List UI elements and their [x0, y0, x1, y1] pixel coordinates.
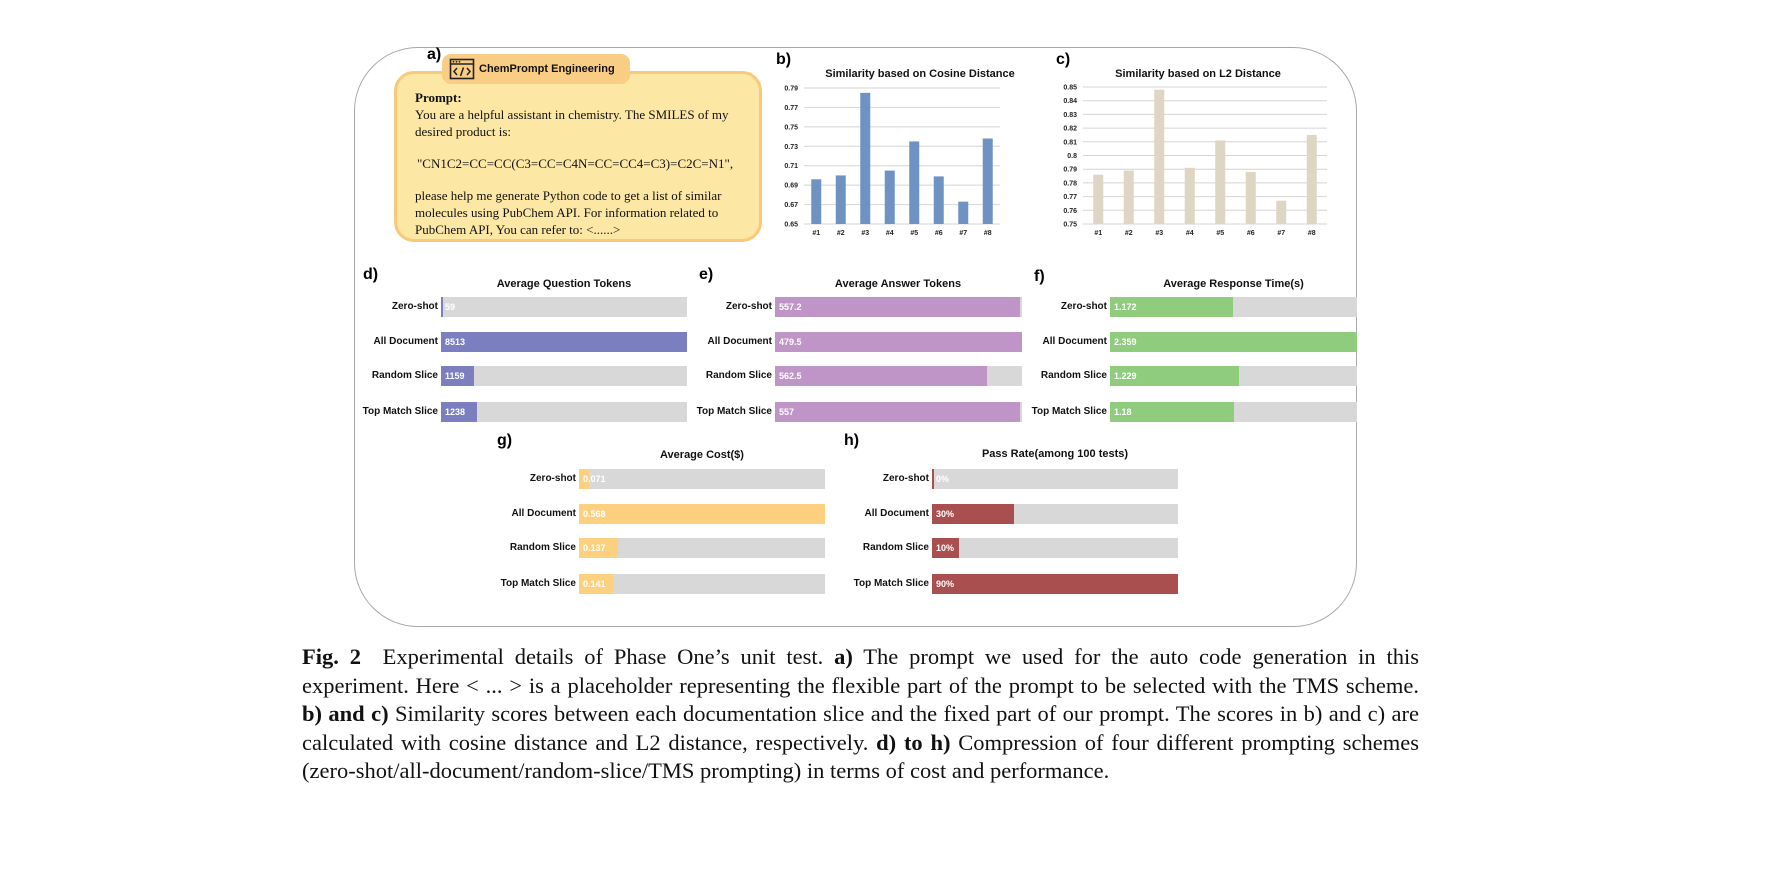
x-tick-label: #3 [861, 230, 870, 237]
bar-track [579, 574, 825, 594]
bar-row [509, 538, 825, 558]
bar-track [1110, 402, 1357, 422]
x-tick-label: #6 [1246, 230, 1255, 237]
bar-category-label: Top Match Slice [500, 578, 576, 589]
x-tick-label: #8 [983, 230, 992, 237]
bar-category-label: Top Match Slice [853, 578, 929, 589]
chart-b-title: Similarity based on Cosine Distance [825, 68, 1015, 80]
bar-value-label: 557.2 [779, 302, 802, 312]
bar-category-label: Zero-shot [1060, 301, 1107, 312]
caption-part-3: Similarity scores between each documentation slice and the fixed part of our prompt. The scores in b) and c) are calculated with cosine distance and L2 distance, respectively. [302, 701, 1419, 755]
panel-letter-g: g) [497, 432, 513, 449]
bar [775, 297, 1020, 317]
bar-track [579, 538, 825, 558]
y-tick-label: 0.76 [1063, 207, 1077, 215]
bar-track [579, 504, 825, 524]
panel-letter-f: f) [1034, 268, 1045, 285]
prompt-line-5: PubChem API, You can refer to: <......> [415, 222, 621, 237]
bar-value-label: 479.5 [779, 337, 802, 347]
chart-g-title: Average Cost($) [660, 449, 744, 461]
bar-category-label: Zero-shot [529, 473, 576, 484]
caption-part-2: The prompt we used for the auto code generation in this experiment. Here < ... > is a placeholder representing the flexible part of the prompt to be selected with the TMS scheme. [302, 644, 1420, 698]
y-tick-label: 0.84 [1063, 98, 1077, 106]
bar-row [529, 469, 825, 489]
bar-row [373, 332, 687, 352]
y-tick-label: 0.75 [1063, 221, 1077, 229]
bar [775, 402, 1020, 422]
prompt-line-2: desired product is: [415, 124, 512, 139]
bar-category-label: All Document [1042, 336, 1107, 347]
panel-letter-b: b) [776, 51, 792, 68]
bar-value-label: 8513 [445, 337, 466, 347]
bar-row [511, 504, 825, 524]
bar-row [391, 297, 687, 317]
bar-track [1110, 366, 1357, 386]
bar-track [1110, 332, 1357, 352]
x-tick-label: #5 [1216, 230, 1225, 237]
y-tick-label: 0.79 [784, 85, 798, 93]
bar [1185, 168, 1195, 224]
bar [775, 366, 987, 386]
panel-letter-h: h) [844, 432, 860, 449]
bar-row [1060, 297, 1357, 317]
x-tick-label: #5 [910, 230, 919, 237]
y-tick-label: 0.67 [784, 202, 798, 210]
prompt-line-1: You are a helpful assistant in chemistry. The SMILES of my [415, 107, 729, 122]
bar-track [441, 402, 687, 422]
bar-row [705, 366, 1022, 386]
caption-bc-label: b) and c) [302, 701, 389, 726]
y-tick-label: 0.83 [1063, 111, 1077, 119]
bar [934, 176, 944, 224]
bar-category-label: Random Slice [705, 370, 772, 381]
y-tick-label: 0.82 [1063, 125, 1077, 133]
bar-category-label: Top Match Slice [696, 406, 772, 417]
bar-value-label: 1.229 [1114, 371, 1137, 381]
chart-e-answer-tokens [696, 297, 1022, 427]
bar [836, 175, 846, 224]
bar-value-label: 2.359 [1114, 337, 1137, 347]
x-tick-label: #2 [1124, 230, 1133, 237]
bar-category-label: Top Match Slice [362, 406, 438, 417]
bar-value-label: 0.568 [583, 509, 606, 519]
bar [1215, 140, 1225, 224]
bar [1307, 135, 1317, 224]
bar-value-label: 59 [445, 302, 456, 312]
y-tick-label: 0.78 [1063, 180, 1077, 188]
bar-track [775, 366, 1022, 386]
bar-category-label: All Document [707, 336, 772, 347]
prompt-card [394, 71, 762, 242]
bar [579, 504, 825, 524]
bar-track [932, 469, 1178, 489]
chart-c-l2-similarity [1040, 80, 1330, 240]
caption-fig-label: Fig. 2 [302, 644, 361, 669]
bar-value-label: 1.18 [1114, 407, 1132, 417]
x-tick-label: #2 [836, 230, 845, 237]
bar-category-label: Random Slice [862, 542, 929, 553]
x-tick-label: #4 [885, 230, 894, 237]
bar-category-label: Top Match Slice [1031, 406, 1107, 417]
prompt-line-3: please help me generate Python code to get a list of similar [415, 188, 722, 203]
bar-value-label: 0.137 [583, 543, 606, 553]
x-tick-label: #7 [959, 230, 968, 237]
bar [811, 179, 821, 224]
chart-b-cosine-similarity [760, 80, 1010, 240]
bar [1110, 332, 1357, 352]
bar-value-label: 562.5 [779, 371, 802, 381]
bar [775, 332, 1022, 352]
bar [1246, 172, 1256, 224]
y-tick-label: 0.77 [784, 104, 798, 112]
bar-track [932, 574, 1178, 594]
bar-row [1042, 332, 1357, 352]
bar-row [853, 574, 1178, 594]
bar-track [441, 297, 687, 317]
y-tick-label: 0.77 [1063, 194, 1077, 202]
bar-row [362, 402, 687, 422]
bar-row [696, 402, 1022, 422]
chart-f-response-time [1031, 297, 1357, 427]
y-tick-label: 0.85 [1063, 84, 1077, 92]
prompt-tag [442, 54, 630, 84]
bar-track [579, 469, 825, 489]
bar-category-label: Random Slice [509, 542, 576, 553]
bar [958, 202, 968, 224]
caption-dh-label: d) to h) [876, 729, 951, 755]
y-tick-label: 0.75 [784, 124, 798, 132]
bar-track [775, 332, 1022, 352]
caption-a-label: a) [834, 644, 853, 669]
bar-value-label: 0% [936, 474, 950, 484]
bar-track [932, 538, 1178, 558]
caption-part-1: Experimental details of Phase One’s unit test. [382, 644, 824, 669]
x-tick-label: #1 [812, 230, 821, 237]
bar [441, 297, 443, 317]
bar-row [500, 574, 825, 594]
bar-value-label: 30% [936, 509, 955, 519]
y-tick-label: 0.69 [784, 182, 798, 190]
bar [1154, 90, 1164, 224]
bar [1124, 171, 1134, 224]
bar-category-label: Zero-shot [725, 301, 772, 312]
bar-category-label: Zero-shot [391, 301, 438, 312]
figure-caption [302, 643, 1419, 786]
chart-h-pass-rate [853, 469, 1178, 599]
bar-value-label: 90% [936, 579, 955, 589]
x-tick-label: #8 [1307, 230, 1316, 237]
bar [909, 141, 919, 224]
prompt-heading: Prompt: [415, 90, 462, 105]
chart-c-title: Similarity based on L2 Distance [1115, 68, 1281, 80]
bar-category-label: All Document [511, 508, 576, 519]
chart-e-title: Average Answer Tokens [834, 278, 962, 290]
chart-f-title: Average Response Time(s) [1163, 278, 1304, 290]
caption-part-4: Compression of four different prompting schemes (zero-shot/all-document/random-slice/TMS prompting) in terms of cost and performance. [302, 729, 1420, 783]
bar-category-label: Random Slice [371, 370, 438, 381]
bar-track [932, 504, 1178, 524]
bar [1093, 175, 1103, 224]
y-tick-label: 0.73 [784, 143, 798, 151]
bar-value-label: 1.172 [1114, 302, 1137, 312]
bar-track [1110, 297, 1357, 317]
bar-row [1031, 402, 1357, 422]
y-tick-label: 0.79 [1063, 166, 1077, 174]
bar-track [775, 297, 1022, 317]
bar-value-label: 10% [936, 543, 955, 553]
bar [885, 171, 895, 224]
prompt-line-4: molecules using PubChem API. For information related to [415, 205, 719, 220]
bar-row [725, 297, 1022, 317]
bar [441, 332, 687, 352]
code-window-icon [449, 58, 475, 80]
bar-row [864, 504, 1178, 524]
bar [983, 139, 993, 224]
bar-row [707, 332, 1022, 352]
bar-value-label: 0.141 [583, 579, 606, 589]
panel-letter-e: e) [699, 266, 714, 283]
bar-value-label: 0.071 [583, 474, 606, 484]
bar [932, 469, 934, 489]
bar-row [1040, 366, 1357, 386]
chart-h-title: Pass Rate(among 100 tests) [981, 448, 1129, 460]
bar-row [882, 469, 1178, 489]
y-tick-label: 0.71 [784, 163, 798, 171]
bar-category-label: All Document [373, 336, 438, 347]
bar [932, 574, 1178, 594]
x-tick-label: #7 [1277, 230, 1286, 237]
x-tick-label: #4 [1185, 230, 1194, 237]
bar [860, 93, 870, 224]
bar-track [441, 366, 687, 386]
x-tick-label: #3 [1155, 230, 1164, 237]
bar-value-label: 1159 [445, 371, 465, 381]
bar-track [441, 332, 687, 352]
panel-letter-c: c) [1056, 51, 1071, 68]
y-tick-label: 0.65 [784, 221, 798, 229]
y-tick-label: 0.81 [1063, 139, 1077, 147]
bar-category-label: Zero-shot [882, 473, 929, 484]
bar-track [775, 402, 1022, 422]
panel-letter-d: d) [363, 266, 379, 283]
chart-d-question-tokens [362, 297, 687, 427]
bar-value-label: 1238 [445, 407, 466, 417]
chart-g-average-cost [500, 469, 825, 599]
prompt-smiles: "CN1C2=CC=CC(C3=CC=C4N=CC=CC4=C3)=C2C=N1", [417, 156, 734, 171]
bar-row [371, 366, 687, 386]
y-tick-label: 0.8 [1067, 153, 1077, 160]
bar-row [862, 538, 1178, 558]
bar [1276, 201, 1286, 224]
bar-value-label: 557 [779, 407, 795, 417]
x-tick-label: #6 [934, 230, 943, 237]
x-tick-label: #1 [1094, 230, 1103, 237]
chart-d-title: Average Question Tokens [496, 278, 632, 290]
prompt-tag-label: ChemPrompt Engineering [479, 63, 615, 75]
bar-category-label: Random Slice [1040, 370, 1107, 381]
panel-letter-a: a) [427, 46, 442, 63]
bar-category-label: All Document [864, 508, 929, 519]
